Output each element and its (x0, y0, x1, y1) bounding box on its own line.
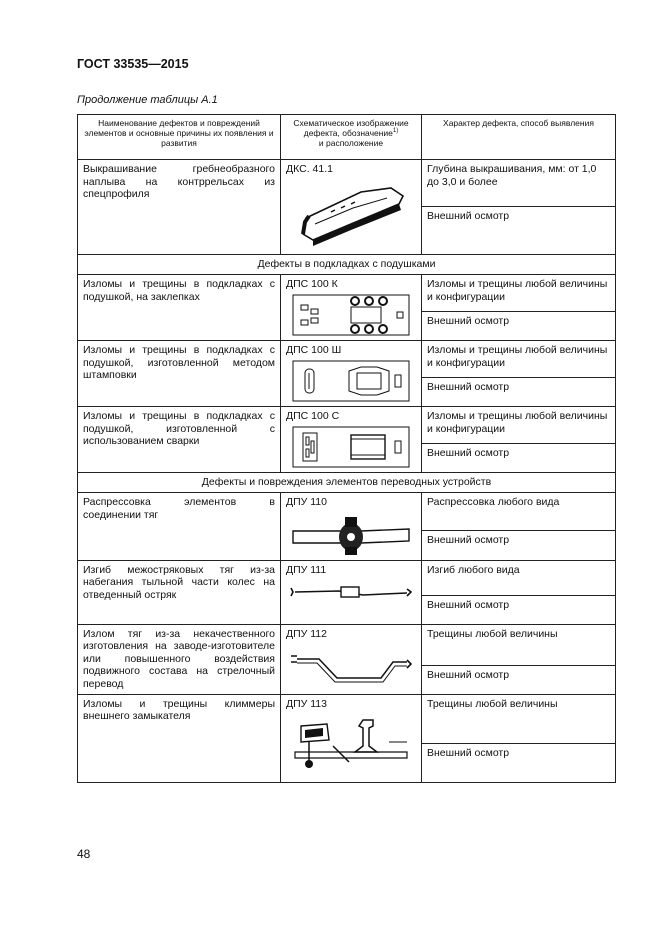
defect-name-cell: Изломы и трещины климмеры внешнего замыкателя (78, 694, 281, 782)
header-schematic (281, 115, 422, 160)
tie-plate-stamped-icon (291, 359, 411, 403)
defect-name-cell: Излом тяг из-за некачественного изготовления на заводе-изготовителе или повышенного воздействия подвижного состава на стрелочный перевод (78, 624, 281, 694)
schematic-cell (281, 275, 422, 341)
schematic-cell (281, 160, 422, 255)
tie-plate-rivets-icon (291, 293, 411, 337)
standard-designation: ГОСТ 33535—2015 (77, 57, 189, 71)
defect-code: ДКС. 41.1 (286, 163, 333, 175)
header-schematic-text: Схематическое изображение дефекта, обозначение (293, 118, 409, 139)
page-number: 48 (77, 847, 91, 861)
table-row (78, 407, 616, 444)
defect-character-cell: Трещины любой величины (422, 624, 616, 665)
table-row (78, 624, 616, 665)
header-footnote-mark: 1) (392, 128, 399, 135)
table-row (78, 275, 616, 312)
section-title: Дефекты и повреждения элементов переводных устройств (78, 473, 616, 493)
clamp-lock-icon (289, 712, 413, 774)
defect-character-cell: Изломы и трещины любой величины и конфигурации (422, 341, 616, 378)
bent-rod-icon (289, 578, 413, 608)
detection-method-cell: Внешний осмотр (422, 595, 616, 624)
defect-name-cell: Распрессовка элементов в соединении тяг (78, 493, 281, 561)
detection-method-cell: Внешний осмотр (422, 530, 616, 560)
defect-character-cell: Распрессовка любого вида (422, 493, 616, 531)
defects-table (77, 114, 616, 783)
broken-rod-icon (289, 642, 413, 686)
defect-code: ДПС 100 К (286, 278, 338, 290)
table-row (78, 160, 616, 207)
table-row (78, 341, 616, 378)
defect-character-cell: Изломы и трещины любой величины и конфигурации (422, 407, 616, 444)
defect-code: ДПУ 111 (286, 563, 327, 576)
section-row (78, 255, 616, 275)
defect-name-cell: Изломы и трещины в подкладках с подушкой, изготовленной методом штамповки (78, 341, 281, 407)
tie-plate-welded-icon (291, 425, 411, 469)
schematic-cell (281, 341, 422, 407)
table-row (78, 560, 616, 595)
defect-code: ДПУ 112 (286, 627, 327, 640)
header-character: Характер дефекта, способ выявления (422, 115, 616, 160)
schematic-cell (281, 624, 422, 694)
defect-character-cell: Изломы и трещины любой величины и конфигурации (422, 275, 616, 312)
defect-code: ДПС 100 Ш (286, 344, 342, 356)
header-schematic-tail: и расположение (318, 138, 384, 149)
table-continuation-caption: Продолжение таблицы А.1 (77, 94, 218, 106)
table-row (78, 694, 616, 743)
schematic-cell (281, 694, 422, 782)
schematic-cell (281, 493, 422, 561)
detection-method-cell: Внешний осмотр (422, 444, 616, 473)
schematic-cell (281, 560, 422, 624)
defect-name-cell: Изгиб межостряковых тяг из-за набегания тыльной части колес на отведенный остряк (78, 560, 281, 624)
rod-joint-icon (291, 511, 411, 557)
detection-method-cell: Внешний осмотр (422, 378, 616, 407)
table-row (78, 493, 616, 531)
section-title: Дефекты в подкладках с подушками (78, 255, 616, 275)
defect-name-cell: Изломы и трещины в подкладках с подушкой, изготовленной с использованием сварки (78, 407, 281, 473)
table-header-row (78, 115, 616, 160)
header-defect-name: Наименование дефектов и повреждений элементов и основные причины их появления и развития (78, 115, 281, 160)
defect-character-cell: Трещины любой величины (422, 694, 616, 743)
defect-name-cell: Выкрашивание гребнеобразного наплыва на контррельсах из спецпрофиля (78, 160, 281, 255)
defect-code: ДПУ 113 (286, 697, 327, 710)
section-row (78, 473, 616, 493)
detection-method-cell: Внешний осмотр (422, 665, 616, 694)
schematic-cell (281, 407, 422, 473)
defect-character-cell: Изгиб любого вида (422, 560, 616, 595)
detection-method-cell: Внешний осмотр (422, 743, 616, 782)
defect-name-cell: Изломы и трещины в подкладках с подушкой, на заклепках (78, 275, 281, 341)
counter-rail-chipping-icon (291, 178, 411, 248)
defect-code: ДПУ 110 (286, 496, 327, 508)
defect-code: ДПС 100 С (286, 410, 340, 422)
detection-method-cell: Внешний осмотр (422, 312, 616, 341)
defect-character-cell: Глубина выкрашивания, мм: от 1,0 до 3,0 и более (422, 160, 616, 207)
detection-method-cell: Внешний осмотр (422, 207, 616, 255)
